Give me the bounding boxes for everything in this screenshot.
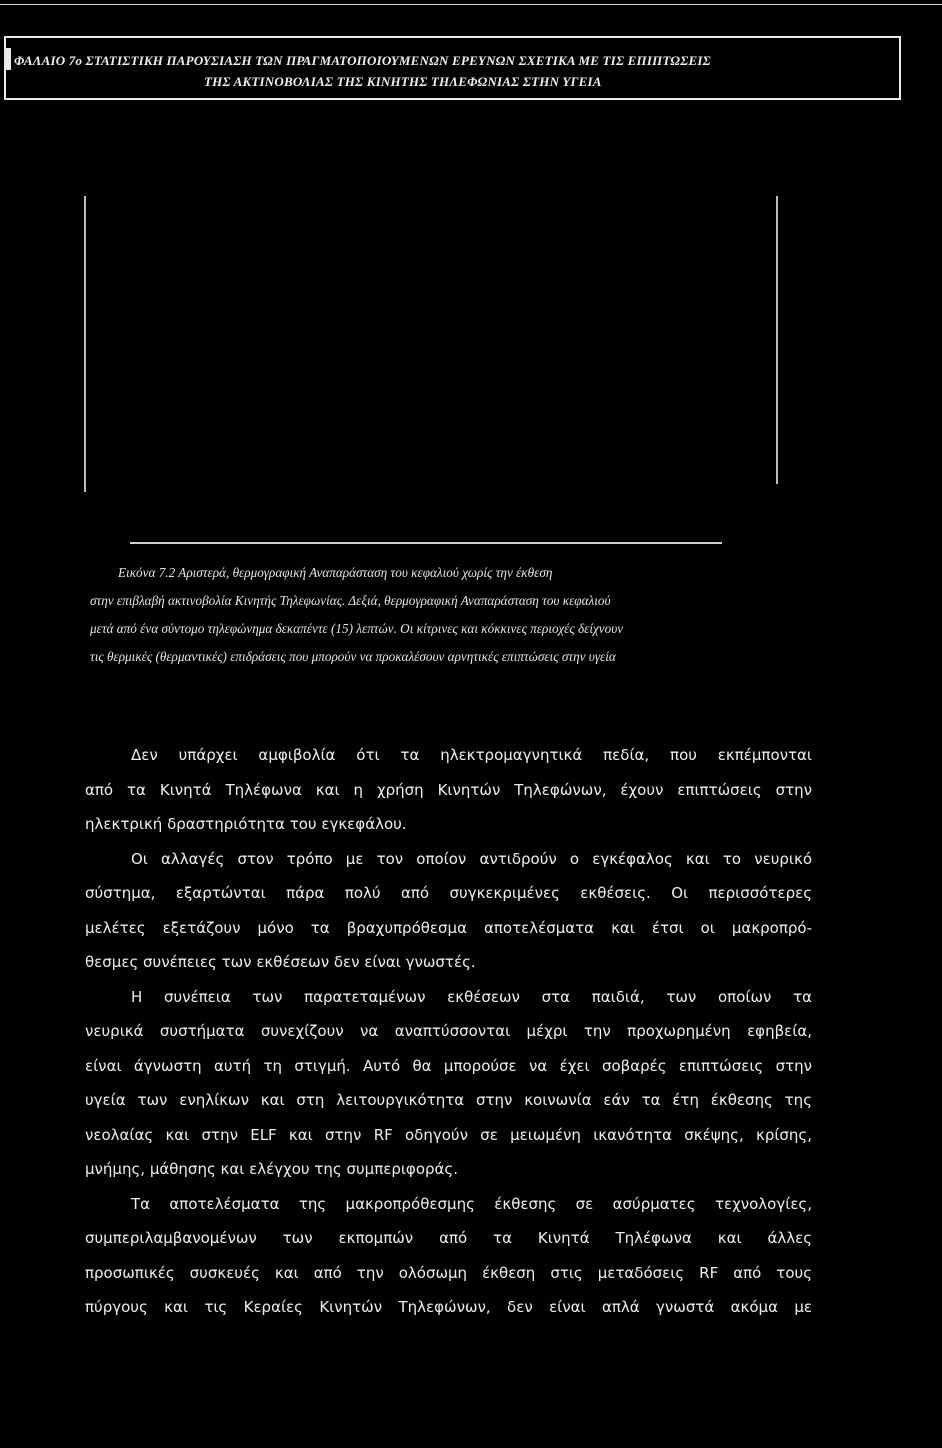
figure-left-border [84, 196, 86, 492]
caption-line: τις θερμικές (θερμαντικές) επιδράσεις που μπορούν να προκαλέσουν αρνητικές επιπτώσεις στην υγεία [90, 649, 616, 664]
paragraph-line: νεολαίας και στην ELF και στην RF οδηγούν σε μειωμένη ικανότητα σκέψης, κρίσης, [85, 1125, 812, 1144]
paragraph-line: Δεν υπάρχει αμφιβολία ότι τα ηλεκτρομαγνητικά πεδία, που εκπέμπονται [131, 746, 812, 764]
paragraph-line: Η συνέπεια των παρατεταμένων εκθέσεων στα παιδιά, των οποίων τα [131, 987, 812, 1006]
paragraph-line: σύστημα, εξαρτώνται πάρα πολύ από συγκεκριμένες εκθέσεις. Οι περισσότερες [85, 884, 812, 902]
chapter-title-line-2: ΤΗΣ ΑΚΤΙΝΟΒΟΛΙΑΣ ΤΗΣ ΚΙΝΗΤΗΣ ΤΗΛΕΦΩΝΙΑΣ ΣΤΗΝ ΥΓΕΙΑ [204, 74, 602, 89]
paragraph-line: μνήμης, μάθησης και ελέγχου της συμπεριφοράς. [85, 1160, 458, 1178]
body-text [85, 738, 812, 1325]
chapter-title-line-1: ΦΑΛΑΙΟ 7ο ΣΤΑΤΙΣΤΙΚΗ ΠΑΡΟΥΣΙΑΣΗ ΤΩΝ ΠΡΑΓΜΑΤΟΠΟΙΟΥΜΕΝΩΝ ΕΡΕΥΝΩΝ ΣΧΕΤΙΚΑ ΜΕ ΤΙΣ ΕΠΙΠΤΩΣΕΙΣ [14, 53, 711, 68]
thermography-figure [84, 196, 784, 546]
chapter-header [4, 36, 901, 100]
paragraph-line: Τα αποτελέσματα της μακροπρόθεσμης έκθεσης σε ασύρματες τεχνολογίες, [131, 1194, 812, 1213]
caption-line: μετά από ένα σύντομο τηλεφώνημα δεκαπέντε (15) λεπτών. Οι κίτρινες και κόκκινες περιοχές δείχνουν [90, 621, 624, 636]
paragraph-line: ηλεκτρική δραστηριότητα του εγκεφάλου. [85, 815, 407, 833]
figure-caption [86, 559, 786, 671]
top-rule [0, 4, 942, 5]
paragraph-line: μελέτες εξετάζουν μόνο τα βραχυπρόθεσμα αποτελέσματα και έτσι οι μακροπρό- [85, 918, 812, 937]
paragraph-line: προσωπικές συσκευές και από την ολόσωμη έκθεση στις μεταδόσεις RF από τους [85, 1263, 812, 1282]
caption-line: Εικόνα 7.2 Αριστερά, θερμογραφική Αναπαράσταση του κεφαλιού χωρίς την έκθεση [118, 565, 553, 580]
paragraph-line: πύργους και τις Κεραίες Κινητών Τηλεφώνων, δεν είναι απλά γνωστά ακόμα με [85, 1298, 812, 1316]
paragraph-line: συμπεριλαμβανομένων των εκπομπών από τα Κινητά Τηλέφωνα και άλλες [85, 1229, 812, 1247]
caption-line: στην επιβλαβή ακτινοβολία Κινητής Τηλεφωνίας. Δεξιά, θερμογραφική Αναπαράσταση του κεφαλιού [90, 593, 611, 608]
chapter-title [14, 50, 894, 92]
paragraph-line: νευρικά συστήματα συνεχίζουν να αναπτύσσονται μέχρι την προχωρημένη εφηβεία, [85, 1022, 812, 1040]
paragraph-line: υγεία των ενηλίκων και στη λειτουργικότητα στην κοινωνία εάν τα έτη έκθεσης της [85, 1091, 812, 1109]
header-marker [6, 48, 11, 70]
figure-right-border [776, 196, 778, 484]
figure-bottom-rule [130, 542, 722, 544]
paragraph-line: θεσμες συνέπειες των εκθέσεων δεν είναι γνωστές. [85, 953, 476, 971]
paragraph-line: είναι άγνωστη αυτή τη στιγμή. Αυτό θα μπορούσε να έχει σοβαρές επιπτώσεις στην [85, 1056, 812, 1075]
paragraph-line: από τα Κινητά Τηλέφωνα και η χρήση Κινητών Τηλεφώνων, έχουν επιπτώσεις στην [85, 780, 812, 799]
paragraph-line: Οι αλλαγές στον τρόπο με τον οποίον αντιδρούν ο εγκέφαλος και το νευρικό [131, 849, 812, 868]
